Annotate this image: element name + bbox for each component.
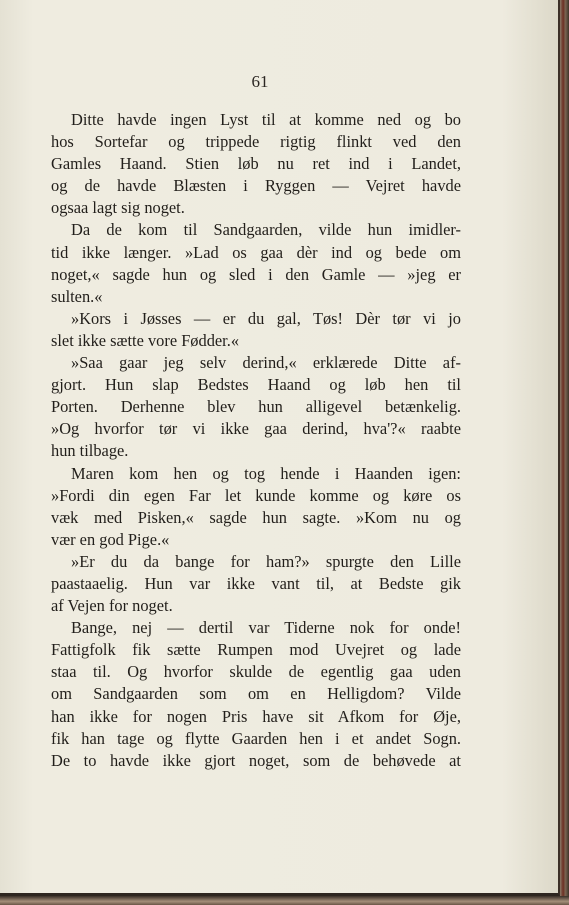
text-line: Ditte havde ingen Lyst til at komme ned og bo xyxy=(71,110,461,129)
text-line: Da de kom til Sandgaarden, vilde hun imidler- xyxy=(71,220,461,240)
text-line: Maren kom hen og tog hende i Haanden igen: xyxy=(71,463,461,483)
text-line: om Sandgaarden som om en Helligdom? Vilde xyxy=(51,684,461,704)
text-line: noget,« sagde hun og sled i den Gamle — »jeg er xyxy=(51,264,461,284)
text-line: han ikke for nogen Pris have sit Afkom for Øje, xyxy=(51,706,461,726)
text-line: gjort. Hun slap Bedstes Haand og løb hen til xyxy=(51,375,461,395)
text-line: paastaaelig. Hun var ikke vant til, at Bedste gik xyxy=(51,573,461,593)
text-line: Gamles Haand. Stien løb nu ret ind i Landet, xyxy=(51,154,461,174)
text-line: tid ikke længer. »Lad os gaa dèr ind og bede om xyxy=(51,242,461,262)
text-line: »Er du da bange for ham?» spurgte den Lille xyxy=(71,551,461,571)
text-line: Fattigfolk fik sætte Rumpen mod Uvejret og lade xyxy=(51,640,461,660)
text-line: hun tilbage. xyxy=(51,441,129,461)
text-line: »Saa gaar jeg selv derind,« erklærede Ditte af- xyxy=(71,353,461,373)
page-number: 61 xyxy=(251,72,269,91)
book-edge-right xyxy=(560,0,569,905)
text-line: De to havde ikke gjort noget, som de behøvede at xyxy=(51,750,461,770)
text-line: slet ikke sætte vore Fødder.« xyxy=(51,330,240,350)
text-line: hos Sortefar og trippede rigtig flinkt ved den xyxy=(51,132,461,152)
text-line: fik han tage og flytte Gaarden hen i et andet Sogn. xyxy=(51,728,461,748)
text-line: ogsaa lagt sig noget. xyxy=(51,198,185,218)
text-line: og de havde Blæsten i Ryggen — Vejret havde xyxy=(51,176,461,196)
text-line: »Kors i Jøsses — er du gal, Tøs! Dèr tør vi jo xyxy=(71,308,461,328)
text-line: væk med Pisken,« sagde hun sagte. »Kom nu og xyxy=(51,507,461,527)
text-line: Bange, nej — dertil var Tiderne nok for onde! xyxy=(71,618,461,638)
text-line: staa til. Og hvorfor skulde de egentlig gaa uden xyxy=(51,662,461,682)
book-edge-bottom xyxy=(0,896,569,905)
text-line: vær en god Pige.« xyxy=(51,529,170,549)
text-line: »Og hvorfor tør vi ikke gaa derind, hva'?« raabte xyxy=(51,419,461,439)
text-line: af Vejen for noget. xyxy=(51,596,173,616)
text-line: Porten. Derhenne blev hun alligevel betænkelig. xyxy=(51,397,461,417)
text-line: »Fordi din egen Far let kunde komme og køre os xyxy=(51,485,461,505)
text-line: sulten.« xyxy=(51,286,103,306)
body-text xyxy=(51,109,461,772)
